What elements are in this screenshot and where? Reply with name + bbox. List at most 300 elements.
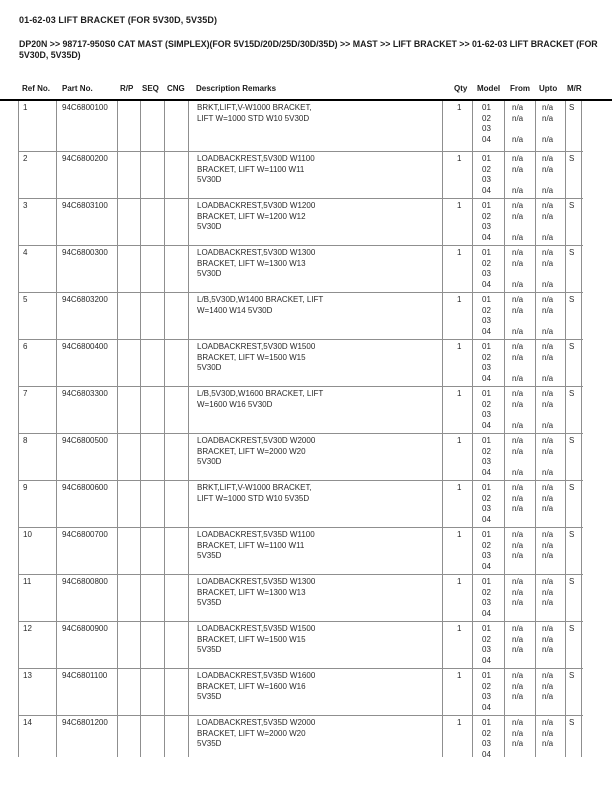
- from-line: n/a: [512, 389, 524, 398]
- from-cell: [505, 152, 536, 198]
- rp-cell: [118, 669, 141, 715]
- upto-line: n/a: [542, 420, 554, 430]
- description-cell: [189, 481, 443, 527]
- model-line: 03: [482, 645, 491, 655]
- upto-line: n/a: [542, 493, 554, 503]
- part-no-cell: 94C6801100: [57, 669, 118, 715]
- from-line: n/a: [512, 634, 524, 644]
- model-line: 04: [482, 467, 491, 477]
- qty-cell: 1: [443, 293, 473, 339]
- column-header-seq: SEQ: [142, 84, 159, 93]
- description-cell: [189, 716, 443, 757]
- qty-cell: 1: [443, 434, 473, 480]
- part-no-cell: 94C6801200: [57, 716, 118, 757]
- model-line: 01: [482, 201, 491, 210]
- upto-line: n/a: [542, 113, 554, 123]
- upto-cell: [536, 434, 566, 480]
- model-line: 02: [482, 305, 491, 315]
- seq-cell: [141, 481, 165, 527]
- from-line: [512, 656, 535, 667]
- model-line: 02: [482, 352, 491, 362]
- mr-cell: S: [566, 716, 582, 757]
- cng-cell: [165, 669, 189, 715]
- from-line: n/a: [512, 373, 524, 383]
- model-cell: [473, 669, 505, 715]
- model-cell: [473, 293, 505, 339]
- model-line: 04: [482, 185, 491, 195]
- desc-line: BRACKET, LIFT W=1200 W12: [197, 211, 306, 221]
- part-no-cell: 94C6800100: [57, 101, 118, 151]
- upto-cell: [536, 340, 566, 386]
- upto-line: n/a: [542, 739, 554, 749]
- upto-line: n/a: [542, 342, 554, 351]
- upto-line: n/a: [542, 483, 554, 492]
- ref-no-cell: 12: [18, 622, 57, 668]
- ref-no-cell: 13: [18, 669, 57, 715]
- rp-cell: [118, 340, 141, 386]
- table-row: [18, 575, 583, 622]
- upto-line: n/a: [542, 305, 554, 315]
- from-cell: [505, 575, 536, 621]
- upto-line: [542, 750, 565, 757]
- desc-line: BRACKET, LIFT W=2000 W20: [197, 446, 306, 456]
- description-cell: [189, 528, 443, 574]
- column-header-cng: CNG: [167, 84, 185, 93]
- upto-line: n/a: [542, 540, 554, 550]
- rp-cell: [118, 387, 141, 433]
- desc-line: BRKT,LIFT,V-W1000 BRACKET,: [197, 103, 312, 112]
- mr-cell: S: [566, 152, 582, 198]
- qty-cell: 1: [443, 152, 473, 198]
- table-row: [18, 293, 583, 340]
- model-line: 02: [482, 399, 491, 409]
- desc-line: 5V35D: [197, 739, 222, 749]
- model-line: 02: [482, 587, 491, 597]
- model-line: 03: [482, 175, 491, 185]
- desc-line: 5V35D: [197, 551, 222, 561]
- part-no-cell: 94C6803100: [57, 199, 118, 245]
- from-line: n/a: [512, 103, 524, 112]
- upto-line: n/a: [542, 504, 554, 514]
- mr-cell: S: [566, 575, 582, 621]
- from-line: [512, 750, 535, 757]
- rp-cell: [118, 246, 141, 292]
- upto-line: n/a: [542, 258, 554, 268]
- column-header-mr: M/R: [567, 84, 582, 93]
- model-line: 04: [482, 702, 491, 712]
- cng-cell: [165, 481, 189, 527]
- qty-cell: 1: [443, 669, 473, 715]
- ref-no-cell: 4: [18, 246, 57, 292]
- rp-cell: [118, 575, 141, 621]
- model-line: 01: [482, 577, 491, 586]
- model-cell: [473, 246, 505, 292]
- rp-cell: [118, 528, 141, 574]
- upto-line: [542, 175, 565, 186]
- model-line: 01: [482, 483, 491, 492]
- ref-no-cell: 1: [18, 101, 57, 151]
- desc-line: LOADBACKREST,5V35D W1100: [197, 530, 315, 539]
- model-line: 03: [482, 457, 491, 467]
- table-row: [18, 716, 583, 757]
- desc-line: BRACKET, LIFT W=1100 W11: [197, 540, 305, 550]
- from-line: n/a: [512, 598, 524, 608]
- upto-cell: [536, 101, 566, 151]
- ref-no-cell: 10: [18, 528, 57, 574]
- from-line: [512, 457, 535, 468]
- desc-line: BRACKET, LIFT W=1300 W13: [197, 258, 306, 268]
- from-line: [512, 175, 535, 186]
- from-cell: [505, 434, 536, 480]
- upto-line: n/a: [542, 103, 554, 112]
- qty-cell: 1: [443, 622, 473, 668]
- rp-cell: [118, 434, 141, 480]
- cng-cell: [165, 434, 189, 480]
- from-line: n/a: [512, 540, 524, 550]
- model-line: 04: [482, 749, 491, 757]
- upto-line: n/a: [542, 248, 554, 257]
- desc-line: BRKT,LIFT,V-W1000 BRACKET,: [197, 483, 312, 492]
- model-line: 01: [482, 342, 491, 351]
- desc-line: BRACKET, LIFT W=1100 W11: [197, 164, 305, 174]
- description-cell: [189, 387, 443, 433]
- from-line: n/a: [512, 134, 524, 144]
- model-line: 03: [482, 551, 491, 561]
- from-line: [512, 410, 535, 421]
- desc-line: L/B,5V30D,W1600 BRACKET, LIFT: [197, 389, 324, 398]
- table-row: [18, 340, 583, 387]
- upto-line: [542, 457, 565, 468]
- mr-cell: S: [566, 669, 582, 715]
- seq-cell: [141, 152, 165, 198]
- part-no-cell: 94C6800300: [57, 246, 118, 292]
- model-cell: [473, 716, 505, 757]
- model-line: 03: [482, 269, 491, 279]
- qty-cell: 1: [443, 387, 473, 433]
- rp-cell: [118, 716, 141, 757]
- model-cell: [473, 387, 505, 433]
- part-no-cell: 94C6803200: [57, 293, 118, 339]
- upto-line: [542, 269, 565, 280]
- from-line: n/a: [512, 248, 524, 257]
- from-line: n/a: [512, 201, 524, 210]
- upto-line: n/a: [542, 598, 554, 608]
- from-line: [512, 124, 535, 135]
- upto-line: [542, 222, 565, 233]
- seq-cell: [141, 575, 165, 621]
- model-line: 03: [482, 124, 491, 134]
- model-line: 01: [482, 389, 491, 398]
- upto-line: n/a: [542, 154, 554, 163]
- model-line: 04: [482, 373, 491, 383]
- part-no-cell: 94C6800500: [57, 434, 118, 480]
- upto-line: n/a: [542, 530, 554, 539]
- mr-cell: S: [566, 101, 582, 151]
- qty-cell: 1: [443, 528, 473, 574]
- from-line: n/a: [512, 342, 524, 351]
- part-no-cell: 94C6800800: [57, 575, 118, 621]
- model-line: 02: [482, 493, 491, 503]
- upto-line: [542, 124, 565, 135]
- table-row: [18, 622, 583, 669]
- ref-no-cell: 14: [18, 716, 57, 757]
- from-line: n/a: [512, 279, 524, 289]
- model-line: 02: [482, 681, 491, 691]
- from-cell: [505, 101, 536, 151]
- upto-line: n/a: [542, 373, 554, 383]
- from-line: n/a: [512, 587, 524, 597]
- from-line: n/a: [512, 164, 524, 174]
- rp-cell: [118, 152, 141, 198]
- upto-line: n/a: [542, 671, 554, 680]
- desc-line: 5V35D: [197, 645, 222, 655]
- desc-line: LOADBACKREST,5V30D W1500: [197, 342, 316, 351]
- cng-cell: [165, 387, 189, 433]
- seq-cell: [141, 528, 165, 574]
- upto-line: n/a: [542, 624, 554, 633]
- upto-line: n/a: [542, 587, 554, 597]
- breadcrumb: DP20N >> 98717-950S0 CAT MAST (SIMPLEX)(FOR 5V15D/20D/25D/30D/35D) >> MAST >> LIFT BRACKET >> 01-62-03 LIFT BRACKET (FOR 5V30D, 5V35D): [19, 39, 598, 60]
- desc-line: LIFT W=1000 STD W10 5V35D: [197, 493, 310, 503]
- column-header-ref-no: Ref No.: [22, 84, 50, 93]
- desc-line: LOADBACKREST,5V35D W1500: [197, 624, 316, 633]
- rp-cell: [118, 622, 141, 668]
- from-cell: [505, 293, 536, 339]
- upto-cell: [536, 575, 566, 621]
- from-cell: [505, 716, 536, 757]
- desc-line: LOADBACKREST,5V30D W1200: [197, 201, 316, 210]
- ref-no-cell: 11: [18, 575, 57, 621]
- column-header-rp: R/P: [120, 84, 134, 93]
- model-line: 01: [482, 624, 491, 633]
- upto-line: [542, 316, 565, 327]
- description-cell: [189, 293, 443, 339]
- desc-line: 5V30D: [197, 363, 222, 373]
- from-line: [512, 515, 535, 526]
- table-row: [18, 669, 583, 716]
- from-line: n/a: [512, 305, 524, 315]
- upto-line: n/a: [542, 436, 554, 445]
- table-row: [18, 101, 583, 152]
- model-line: 03: [482, 410, 491, 420]
- seq-cell: [141, 199, 165, 245]
- from-line: [512, 703, 535, 714]
- mr-cell: S: [566, 246, 582, 292]
- from-cell: [505, 481, 536, 527]
- model-cell: [473, 434, 505, 480]
- model-cell: [473, 199, 505, 245]
- from-line: n/a: [512, 211, 524, 221]
- from-cell: [505, 622, 536, 668]
- upto-line: n/a: [542, 446, 554, 456]
- description-cell: [189, 669, 443, 715]
- upto-line: n/a: [542, 728, 554, 738]
- mr-cell: S: [566, 387, 582, 433]
- upto-line: n/a: [542, 279, 554, 289]
- qty-cell: 1: [443, 481, 473, 527]
- desc-line: BRACKET, LIFT W=1600 W16: [197, 681, 306, 691]
- desc-line: 5V30D: [197, 175, 222, 185]
- desc-line: LOADBACKREST,5V35D W1300: [197, 577, 316, 586]
- cng-cell: [165, 622, 189, 668]
- mr-cell: S: [566, 340, 582, 386]
- seq-cell: [141, 246, 165, 292]
- cng-cell: [165, 528, 189, 574]
- upto-line: [542, 562, 565, 573]
- upto-line: n/a: [542, 692, 554, 702]
- from-line: n/a: [512, 483, 524, 492]
- description-cell: [189, 622, 443, 668]
- desc-line: LOADBACKREST,5V30D W1300: [197, 248, 316, 257]
- desc-line: W=1400 W14 5V30D: [197, 305, 273, 315]
- upto-line: [542, 515, 565, 526]
- desc-line: 5V35D: [197, 598, 222, 608]
- model-line: 03: [482, 598, 491, 608]
- part-no-cell: 94C6800400: [57, 340, 118, 386]
- cng-cell: [165, 340, 189, 386]
- model-line: 04: [482, 561, 491, 571]
- from-cell: [505, 340, 536, 386]
- from-line: n/a: [512, 436, 524, 445]
- qty-cell: 1: [443, 575, 473, 621]
- column-header-part-no: Part No.: [62, 84, 93, 93]
- upto-cell: [536, 716, 566, 757]
- rp-cell: [118, 101, 141, 151]
- upto-line: [542, 410, 565, 421]
- upto-line: n/a: [542, 577, 554, 586]
- model-line: 01: [482, 248, 491, 257]
- seq-cell: [141, 340, 165, 386]
- seq-cell: [141, 387, 165, 433]
- mr-cell: S: [566, 481, 582, 527]
- description-cell: [189, 246, 443, 292]
- upto-cell: [536, 293, 566, 339]
- upto-cell: [536, 481, 566, 527]
- from-line: n/a: [512, 420, 524, 430]
- table-row: [18, 199, 583, 246]
- from-line: n/a: [512, 399, 524, 409]
- seq-cell: [141, 622, 165, 668]
- ref-no-cell: 6: [18, 340, 57, 386]
- model-line: 02: [482, 164, 491, 174]
- model-line: 02: [482, 728, 491, 738]
- from-line: n/a: [512, 728, 524, 738]
- model-line: 01: [482, 295, 491, 304]
- table-row: [18, 434, 583, 481]
- from-line: n/a: [512, 232, 524, 242]
- model-line: 01: [482, 436, 491, 445]
- ref-no-cell: 7: [18, 387, 57, 433]
- from-line: n/a: [512, 113, 524, 123]
- model-line: 03: [482, 692, 491, 702]
- rp-cell: [118, 293, 141, 339]
- rp-cell: [118, 199, 141, 245]
- model-line: 02: [482, 540, 491, 550]
- cng-cell: [165, 246, 189, 292]
- qty-cell: 1: [443, 340, 473, 386]
- model-line: 03: [482, 222, 491, 232]
- seq-cell: [141, 101, 165, 151]
- from-line: n/a: [512, 467, 524, 477]
- from-line: n/a: [512, 645, 524, 655]
- model-line: 04: [482, 420, 491, 430]
- description-cell: [189, 340, 443, 386]
- desc-line: BRACKET, LIFT W=1500 W15: [197, 352, 306, 362]
- from-line: n/a: [512, 504, 524, 514]
- desc-line: LOADBACKREST,5V35D W2000: [197, 718, 316, 727]
- mr-cell: S: [566, 434, 582, 480]
- column-header-upto: Upto: [539, 84, 558, 93]
- seq-cell: [141, 716, 165, 757]
- seq-cell: [141, 293, 165, 339]
- upto-cell: [536, 622, 566, 668]
- column-header-qty: Qty: [454, 84, 468, 93]
- description-cell: [189, 575, 443, 621]
- model-line: 04: [482, 655, 491, 665]
- parts-table-body: [18, 101, 583, 757]
- model-line: 03: [482, 363, 491, 373]
- cng-cell: [165, 575, 189, 621]
- desc-line: BRACKET, LIFT W=2000 W20: [197, 728, 306, 738]
- model-line: 04: [482, 326, 491, 336]
- part-no-cell: 94C6800200: [57, 152, 118, 198]
- part-no-cell: 94C6800600: [57, 481, 118, 527]
- desc-line: LOADBACKREST,5V30D W1100: [197, 154, 315, 163]
- description-cell: [189, 101, 443, 151]
- from-line: n/a: [512, 551, 524, 561]
- rp-cell: [118, 481, 141, 527]
- cng-cell: [165, 293, 189, 339]
- upto-line: n/a: [542, 232, 554, 242]
- cng-cell: [165, 152, 189, 198]
- upto-cell: [536, 528, 566, 574]
- upto-line: [542, 609, 565, 620]
- model-line: 04: [482, 608, 491, 618]
- upto-line: n/a: [542, 201, 554, 210]
- mr-cell: S: [566, 528, 582, 574]
- upto-line: [542, 363, 565, 374]
- model-line: 02: [482, 113, 491, 123]
- ref-no-cell: 2: [18, 152, 57, 198]
- cng-cell: [165, 101, 189, 151]
- from-line: n/a: [512, 352, 524, 362]
- from-line: [512, 609, 535, 620]
- description-cell: [189, 434, 443, 480]
- from-line: n/a: [512, 446, 524, 456]
- from-line: n/a: [512, 326, 524, 336]
- from-line: n/a: [512, 681, 524, 691]
- from-line: [512, 269, 535, 280]
- part-no-cell: 94C6800900: [57, 622, 118, 668]
- from-line: n/a: [512, 154, 524, 163]
- upto-line: n/a: [542, 164, 554, 174]
- desc-line: 5V30D: [197, 457, 222, 467]
- desc-line: LIFT W=1000 STD W10 5V30D: [197, 113, 310, 123]
- model-cell: [473, 481, 505, 527]
- upto-line: n/a: [542, 211, 554, 221]
- column-header-from: From: [510, 84, 530, 93]
- qty-cell: 1: [443, 716, 473, 757]
- model-line: 02: [482, 211, 491, 221]
- ref-no-cell: 5: [18, 293, 57, 339]
- model-cell: [473, 528, 505, 574]
- upto-line: n/a: [542, 718, 554, 727]
- page-title: 01-62-03 LIFT BRACKET (FOR 5V30D, 5V35D): [19, 15, 218, 25]
- model-line: 04: [482, 134, 491, 144]
- model-line: 02: [482, 446, 491, 456]
- model-cell: [473, 622, 505, 668]
- desc-line: LOADBACKREST,5V30D W2000: [197, 436, 316, 445]
